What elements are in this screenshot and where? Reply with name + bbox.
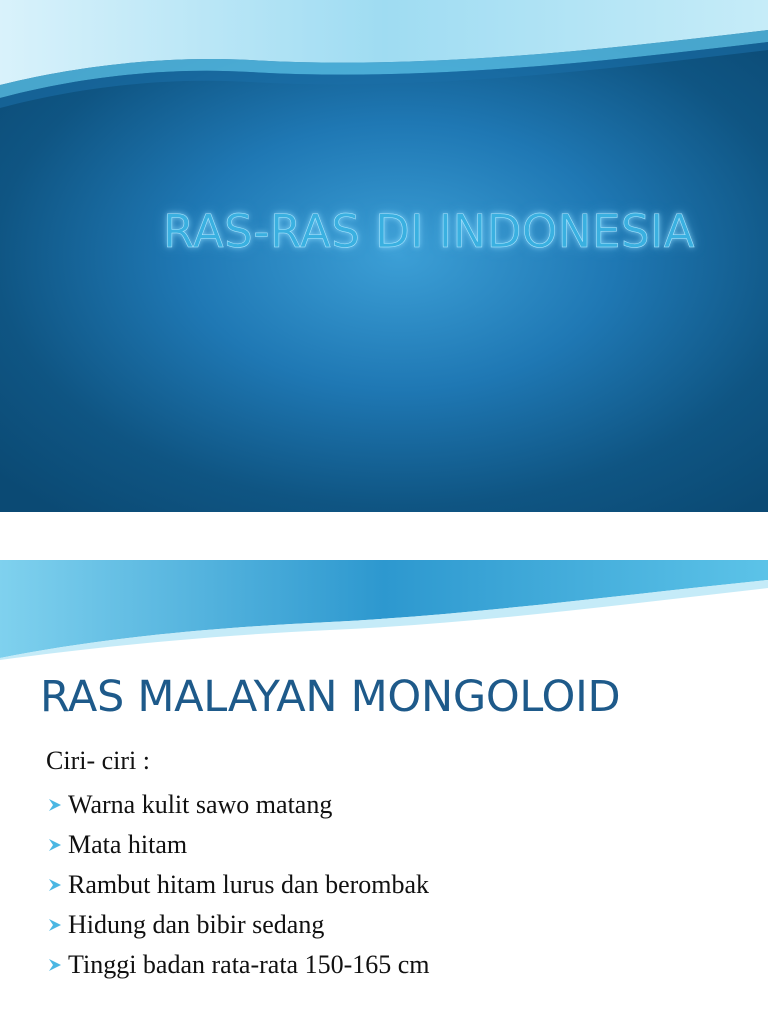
content-title: RAS MALAYAN MONGOLOID [40,672,621,722]
list-item [46,825,430,865]
arrow-bullet-icon [46,876,64,894]
list-item [46,905,430,945]
divider-wave-decoration [0,560,768,660]
intro-text: Ciri- ciri : [46,746,150,775]
arrow-bullet-icon [46,956,64,974]
list-item-text: Tinggi badan rata-rata 150-165 cm [68,950,430,979]
list-item [46,785,430,825]
list-item-text: Rambut hitam lurus dan berombak [68,870,430,899]
characteristics-list [46,785,430,985]
arrow-bullet-icon [46,796,64,814]
arrow-bullet-icon [46,836,64,854]
list-item-text: Hidung dan bibir sedang [68,910,325,939]
list-item-text: Warna kulit sawo matang [68,790,333,819]
top-wave-decoration [0,0,768,110]
slide-title: RAS-RAS DI INDONESIA [162,205,696,258]
arrow-bullet-icon [46,916,64,934]
content-body [46,745,430,985]
list-item [46,865,430,905]
list-item [46,945,430,985]
list-item-text: Mata hitam [68,830,188,859]
